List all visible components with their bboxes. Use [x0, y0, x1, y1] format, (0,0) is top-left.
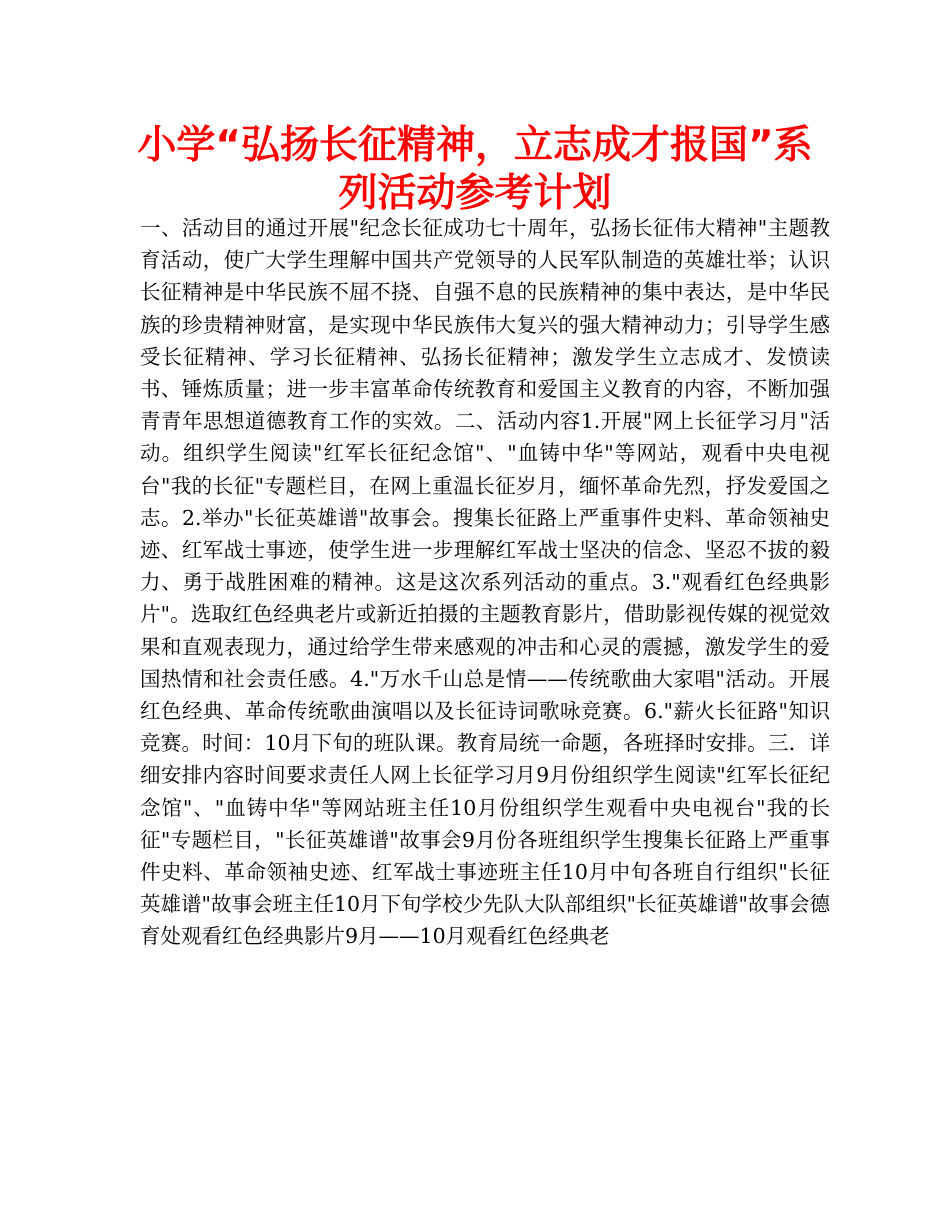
document-body: 一、活动目的通过开展"纪念长征成功七十周年，弘扬长征伟大精神"主题教育活动，使广大学生理解中国共产党领导的人民军队制造的英雄壮举；认识长征精神是中华民族不屈不挠、自强不息的民族精神的集中表达，是中华民族的珍贵精神财富，是实现中华民族伟大复兴的强大精神动力；引导学生感受长征精神、学习长征精神、弘扬长征精神；激发学生立志成才、发愤读书、锤炼质量；进一步丰富革命传统教育和爱国主义教育的内容，不断加强青青年思想道德教育工作的实效。二、活动内容1.开展"网上长征学习月"活动。组织学生阅读"红军长征纪念馆"、"血铸中华"等网站，观看中央电视台"我的长征"专题栏目，在网上重温长征岁月，缅怀革命先烈，抒发爱国之志。2.举办"长征英雄谱"故事会。搜集长征路上严重事件史料、革命领袖史迹、红军战士事迹，使学生进一步理解红军战士坚决的信念、坚忍不拔的毅力、勇于战胜困难的精神。这是这次系列活动的重点。3."观看红色经典影片"。选取红色经典老片或新近拍摄的主题教育影片，借助影视传媒的视觉效果和直观表现力，通过给学生带来感观的冲击和心灵的震撼，激发学生的爱国热情和社会责任感。4."万水千山总是情——传统歌曲大家唱"活动。开展红色经典、革命传统歌曲演唱以及长征诗词歌咏竞赛。6."薪火长征路"知识竞赛。时间：10月下旬的班队课。教育局统一命题，各班择时安排。三．详细安排内容时间要求责任人网上长征学习月9月份组织学生阅读"红军长征纪念馆"、"血铸中华"等网站班主任10月份组织学生观看中央电视台"我的长征"专题栏目，"长征英雄谱"故事会9月份各班组织学生搜集长征路上严重事件史料、革命领袖史迹、红军战士事迹班主任10月中旬各班自行组织"长征英雄谱"故事会班主任10月下旬学校少先队大队部组织"长征英雄谱"故事会德育处观看红色经典影片9月——10月观看红色经典老 [140, 216, 830, 949]
document-title: 小学“弘扬长征精神，立志成才报国”系列活动参考计划 [137, 123, 813, 216]
